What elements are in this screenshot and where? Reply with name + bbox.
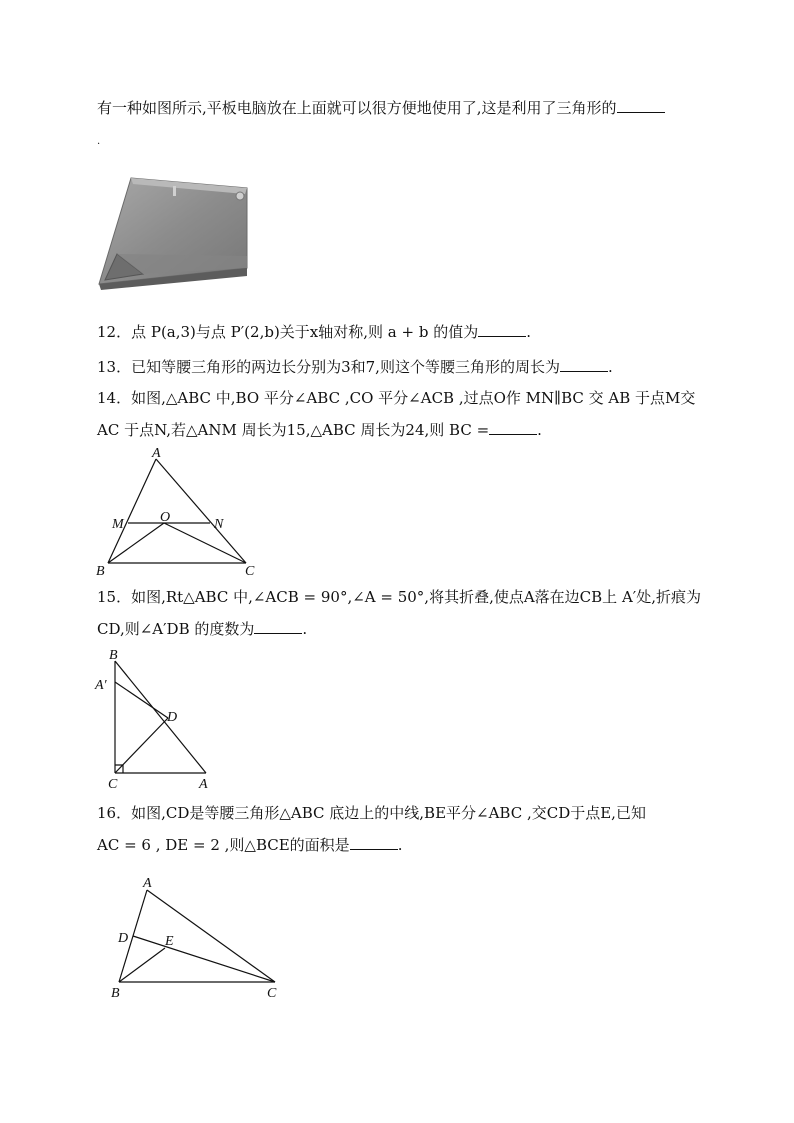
answer-blank — [478, 322, 526, 337]
label-b: B — [109, 648, 118, 663]
segment-ba — [115, 661, 206, 773]
question-12-text: 12．点 P(a,3)与点 P′(2,b)关于x轴对称,则 a + b 的值为 — [97, 323, 479, 341]
label-a-prime: A′ — [95, 678, 107, 693]
label-c: C — [267, 986, 277, 1001]
label-m: M — [112, 517, 124, 532]
segment-be — [119, 948, 165, 982]
question-14-line-1: 14．如图,△ABC 中,BO 平分∠ABC ,CO 平分∠ACB ,过点O作 MN∥BC 交 AB 于点M交 — [97, 389, 696, 407]
stray-dot: . — [97, 136, 101, 147]
label-c: C — [245, 564, 255, 579]
question-13-text: 13．已知等腰三角形的两边长分别为3和7,则这个等腰三角形的周长为 — [97, 358, 560, 376]
label-a: A — [152, 446, 161, 461]
label-b: B — [96, 564, 105, 579]
question-16-line-1: 16．如图,CD是等腰三角形△ABC 底边上的中线,BE平分∠ABC ,交CD于点E,已知 — [97, 804, 646, 822]
answer-blank — [254, 619, 302, 634]
question-12: 12．点 P(a,3)与点 P′(2,b)关于x轴对称,则 a + b 的值为 . — [97, 323, 531, 341]
tablet-stand-image — [97, 172, 250, 290]
label-n: N — [214, 517, 224, 532]
label-e: E — [165, 934, 174, 949]
answer-blank — [617, 98, 665, 113]
question-11-text: 有一种如图所示,平板电脑放在上面就可以很方便地使用了,这是利用了三角形的 — [97, 99, 617, 117]
label-a: A — [199, 777, 208, 792]
figure-16 — [105, 870, 295, 1009]
question-16-line-2: AC = 6 , DE = 2 ,则△BCE的面积是 . — [97, 836, 403, 854]
label-a: A — [143, 876, 152, 891]
segment-cd — [133, 936, 275, 982]
answer-blank — [560, 357, 608, 372]
segment-co — [164, 523, 246, 563]
figure-15 — [90, 645, 230, 799]
label-o: O — [160, 510, 171, 525]
segment-ab — [108, 459, 156, 563]
question-13: 13．已知等腰三角形的两边长分别为3和7,则这个等腰三角形的周长为 . — [97, 358, 613, 376]
answer-blank — [350, 835, 398, 850]
label-b: B — [111, 986, 120, 1001]
question-15-line-2: CD,则∠A′DB 的度数为 . — [97, 620, 308, 638]
label-d: D — [118, 931, 129, 946]
segment-a1d — [115, 682, 168, 718]
question-15-line-1: 15．如图,Rt△ABC 中,∠ACB = 90°,∠A = 50°,将其折叠,使点A落在边CB上 A′处,折痕为 — [97, 588, 701, 606]
label-c: C — [108, 777, 118, 792]
question-11 — [97, 98, 665, 118]
label-d: D — [167, 710, 178, 725]
question-14-line-2: AC 于点N,若△ANM 周长为15,△ABC 周长为24,则 BC = . — [97, 421, 542, 439]
answer-blank — [489, 420, 537, 435]
figure-14 — [90, 445, 270, 584]
